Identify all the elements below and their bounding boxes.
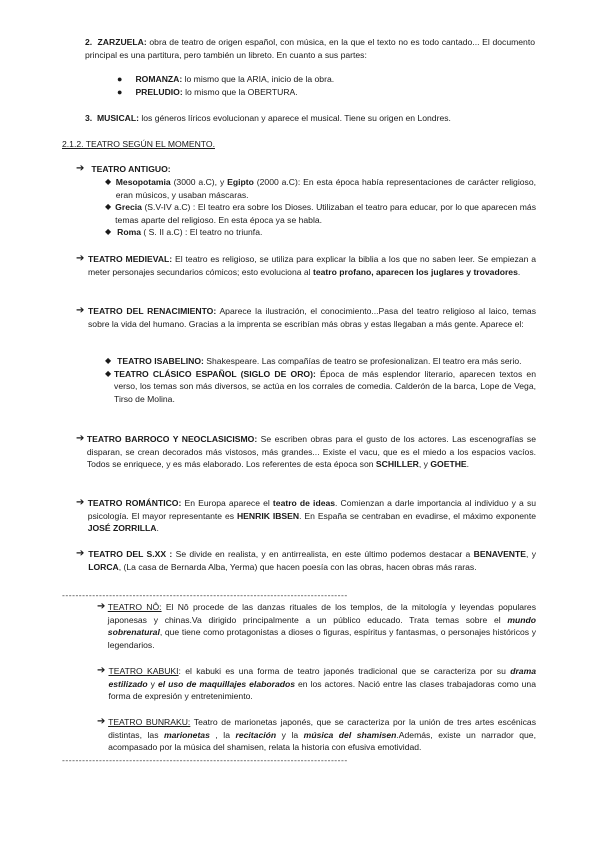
teatro-antiguo-list [105,176,536,239]
arrow-right-icon: ➔ [76,548,85,559]
teatro-kabuki-title: TEATRO KABUKI [108,666,179,676]
bullet-icon: ● [117,74,123,84]
zarzuela-text: obra de teatro de origen español, con música, en la que el texto no es todo cantado... El documento principal es una partitura, pero también un libreto. En cuanto a sus partes: [85,37,535,60]
teatro-bunraku: ➔ TEATRO BUNRAKU: Teatro de marionetas japonés, que se caracteriza por la unión de tres artes escénicas distintas, las marionetas , la recitación y la música del shamisen.Además, existe un narrador que, acompasado por la música del shamisen, relata la historia con efusiva emotividad. [97,716,536,753]
teatro-no: ➔ TEATRO NÔ: El Nô procede de las danzas rituales de los templos, de la mitología y leyendas populares japonesas y chinas.Va dirigido principalmente a un público educado. Trata temas sobre el mundo sobrenatural, que tiene como protagonistas a dioses o figuras, espíritus y fantasmas, o personajes históricos y legendarios. [97,601,536,650]
diamond-bullet-icon: ◆ [105,177,112,186]
dashed-separator-bottom: ------------------------------------------------------------------------------------- [62,755,348,765]
arrow-right-icon: ➔ [76,433,85,444]
musical-title: MUSICAL: [96,113,139,123]
teatro-renacimiento-list [105,355,536,405]
diamond-bullet-icon: ◆ [105,356,112,365]
zarzuela-number: 2. [85,37,93,47]
list-item-preludio: ● PRELUDIO: lo mismo que la OBERTURA. [117,86,298,97]
teatro-barroco: ➔ TEATRO BARROCO Y NEOCLASICISMO: Se escriben obras para el gusto de los actores. Las escenografías se disparan, se crean decorados más vistosos, más grandes... Existe el vacu, que es el miedo a los espacios vacíos. Todos se enriquece, y es más elaborado. Los referentes de esta época son SCHILLER, y GOETHE. [76,433,536,470]
list-item-romanza: ● ROMANZA: lo mismo que la ARIA, inicio de la obra. [117,74,335,84]
arrow-right-icon: ➔ [76,253,85,264]
diamond-bullet-icon: ◆ [105,227,112,237]
list-item-roma: ◆ Roma ( S. II a.C) : El teatro no triunfa. [105,227,263,238]
section-heading: 2.1.2. TEATRO SEGÚN EL MOMENTO. [62,139,215,149]
list-item-isabelino: ◆ TEATRO ISABELINO: Shakespeare. Las compañías de teatro se profesionalizan. El teatro era más serio. [105,356,522,366]
arrow-right-icon: ➔ [76,497,85,508]
arrow-right-icon: ➔ [97,716,106,727]
teatro-romantico: ➔ TEATRO ROMÁNTICO: En Europa aparece el teatro de ideas. Comienzan a darle importancia al individuo y a su psicología. El mayor representante es HENRIK IBSEN. En España se centraban en evadirse, el máximo exponente JOSÉ ZORRILLA. [76,497,537,534]
musical-paragraph: 3. MUSICAL: los géneros líricos evolucionan y aparece el musical. Tiene su origen en Londres. [85,113,451,123]
teatro-renacimiento: ➔ TEATRO DEL RENACIMIENTO: Aparece la ilustración, el conocimiento...Pasa del teatro religioso al laico, temas sobre la vida del humano. Gracias a la imprenta se escribían más obras y estas llegaban a más gente. Aparece el: [76,305,536,329]
zarzuela-paragraph [85,36,535,61]
arrow-right-icon: ➔ [76,163,85,174]
list-item-grecia: ◆ Grecia (S.V-IV a.C) : El teatro era sobre los Dioses. Utilizaban el teatro para educar, por lo que aparecen más temas aparte del religioso. En esta época ya se habla. [105,202,536,225]
teatro-bunraku-title: TEATRO BUNRAKU: [108,717,191,727]
teatro-no-title: TEATRO NÔ: [107,602,162,612]
list-item-mesopotamia: ◆ Mesopotamia (3000 a.C), y Egipto (2000 a.C): En esta época había representaciones de carácter religioso, eran músicos, y usaban máscaras. [105,177,536,200]
dashed-separator-top: ------------------------------------------------------------------------------------- [62,590,348,600]
list-item-siglo-de-oro: ◆ TEATRO CLÁSICO ESPAÑOL (SIGLO DE ORO): Época de más esplendor literario, aparecen textos en verso, los temas son más diversos, se actúa en los corrales de comedia. Calderón de la barca, Lope de Vega, Tirso de Molina. [105,368,536,404]
zarzuela-title: ZARZUELA: [97,37,147,47]
arrow-right-icon: ➔ [76,305,85,316]
diamond-bullet-icon: ◆ [105,368,112,378]
teatro-kabuki: ➔ TEATRO KABUKI: el kabuki es una forma de teatro japonés tradicional que se caracteriza por su drama estilizado y el uso de maquillajes elaborados en los actores. Nació entre las clases trabajadoras como una forma de expresión y entretenimiento. [97,665,536,702]
teatro-sxx: ➔ TEATRO DEL S.XX : Se divide en realista, y en antirrealista, en este último podemos destacar a BENAVENTE, y LORCA, (La casa de Bernarda Alba, Yerma) que hacen poesía con las obras, hacen obras más raras. [76,548,536,572]
arrow-right-icon: ➔ [97,601,106,612]
arrow-right-icon: ➔ [97,665,106,676]
teatro-antiguo-title: TEATRO ANTIGUO: [91,164,171,174]
teatro-medieval: ➔ TEATRO MEDIEVAL: El teatro es religioso, se utiliza para explicar la biblia a los que no saben leer. Se empiezan a meter personajes secundarios cómicos; esto evoluciona al teatro profano, aparecen los juglares y trovadores. [76,253,536,277]
zarzuela-parts-list [117,73,517,98]
bullet-icon: ● [117,86,123,97]
teatro-antiguo [76,163,536,176]
diamond-bullet-icon: ◆ [105,202,112,212]
